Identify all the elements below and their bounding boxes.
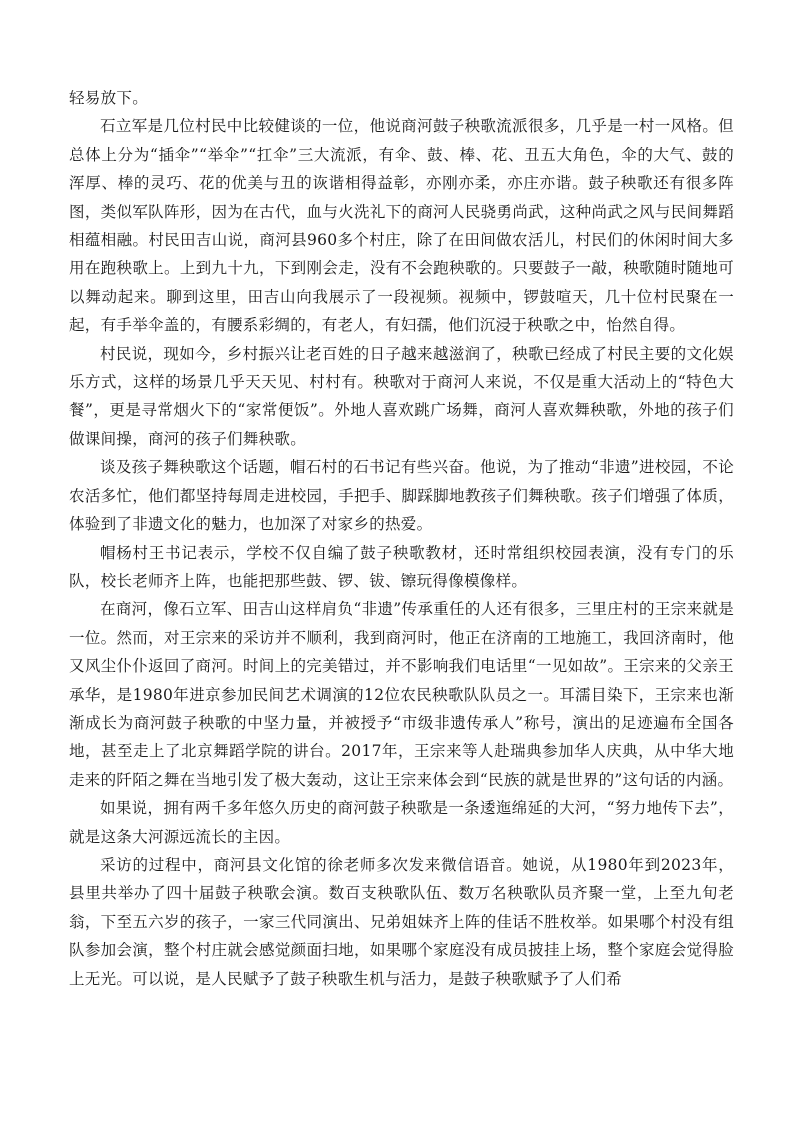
paragraph: 在商河，像石立军、田吉山这样肩负“非遗”传承重任的人还有很多，三里庄村的王宗来就是一位。然而，对王宗来的采访并不顺利，我到商河时，他正在济南的工地施工，我回济南时，他又风尘仆仆返回了商河。时间上的完美错过，并不影响我们电话里“一见如故”。王宗来的父亲王承华，是1980年进京参加民间艺术调演的12位农民秧歌队队员之一。耳濡目染下，王宗来也渐渐成长为商河鼓子秧歌的中坚力量，并被授予“市级非遗传承人”称号，演出的足迹遍布全国各地，甚至走上了北京舞蹈学院的讲台。2017年，王宗来等人赴瑞典参加华人庆典，从中华大地走来的阡陌之舞在当地引发了极大轰动，这让王宗来体会到“民族的就是世界的”这句话的内涵。	[69, 600, 734, 789]
paragraph: 村民说，现如今，乡村振兴让老百姓的日子越来越滋润了，秧歌已经成了村民主要的文化娱乐方式，这样的场景几乎天天见、村村有。秧歌对于商河人来说，不仅是重大活动上的“特色大餐”，更是寻常烟火下的“家常便饭”。外地人喜欢跳广场舞，商河人喜欢舞秧歌，外地的孩子们做课间操，商河的孩子们舞秧歌。	[69, 344, 734, 448]
paragraph: 采访的过程中，商河县文化馆的徐老师多次发来微信语音。她说，从1980年到2023年，县里共举办了四十届鼓子秧歌会演。数百支秧歌队伍、数万名秧歌队员齐聚一堂，上至九旬老翁，下至五六岁的孩子，一家三代同演出、兄弟姐妹齐上阵的佳话不胜枚举。如果哪个村没有组队参加会演，整个村庄就会感觉颜面扫地，如果哪个家庭没有成员披挂上场，整个家庭会觉得脸上无光。可以说，是人民赋予了鼓子秧歌生机与活力，是鼓子秧歌赋予了人们希	[69, 855, 734, 988]
paragraph: 帽杨村王书记表示，学校不仅自编了鼓子秧歌教材，还时常组织校园表演，没有专门的乐队，校长老师齐上阵，也能把那些鼓、锣、钹、镲玩得像模像样。	[69, 543, 734, 590]
paragraph: 如果说，拥有两千多年悠久历史的商河鼓子秧歌是一条逶迤绵延的大河，“努力地传下去”，就是这条大河源远流长的主因。	[69, 799, 734, 846]
paragraph: 轻易放下。	[69, 89, 149, 107]
paragraph: 谈及孩子舞秧歌这个话题，帽石村的石书记有些兴奋。他说，为了推动“非遗”进校园，不论农活多忙，他们都坚持每周走进校园，手把手、脚踩脚地教孩子们舞秧歌。孩子们增强了体质，体验到了非遗文化的魅力，也加深了对家乡的热爱。	[69, 458, 734, 534]
paragraph: 石立军是几位村民中比较健谈的一位，他说商河鼓子秧歌流派很多，几乎是一村一风格。但总体上分为“插伞”“举伞”“扛伞”三大流派，有伞、鼓、棒、花、丑五大角色，伞的大气、鼓的浑厚、棒的灵巧、花的优美与丑的诙谐相得益彰，亦刚亦柔，亦庄亦谐。鼓子秧歌还有很多阵图，类似军队阵形，因为在古代，血与火洗礼下的商河人民骁勇尚武，这种尚武之风与民间舞蹈相蕴相融。村民田吉山说，商河县960多个村庄，除了在田间做农活儿，村民们的休闲时间大多用在跑秧歌上。上到九十九，下到刚会走，没有不会跑秧歌的。只要鼓子一敲，秧歌随时随地可以舞动起来。聊到这里，田吉山向我展示了一段视频。视频中，锣鼓喧天，几十位村民聚在一起，有手举伞盖的，有腰系彩绸的，有老人，有妇孺，他们沉浸于秧歌之中，怡然自得。	[69, 117, 734, 335]
article-body	[69, 84, 734, 993]
